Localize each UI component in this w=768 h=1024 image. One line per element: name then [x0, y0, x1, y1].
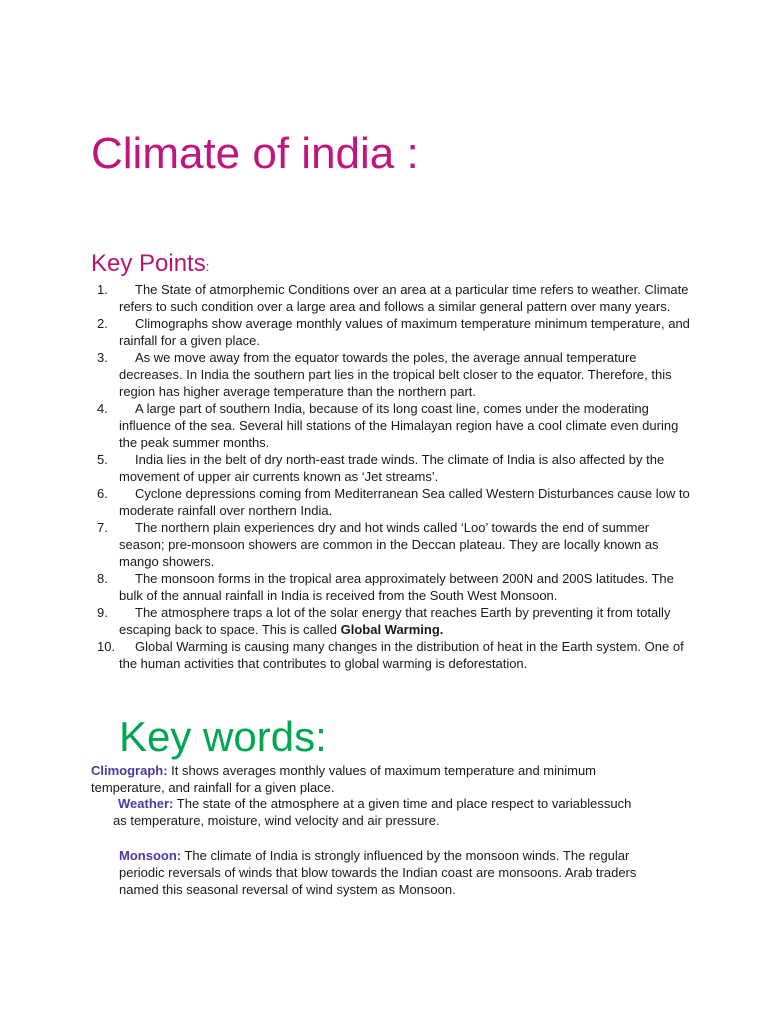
keyword-definition: It shows averages monthly values of maximum temperature and minimum temperature, and rainfall for a given place.	[91, 763, 597, 795]
keyword-term: Weather:	[118, 796, 174, 811]
key-point-bold-term: Global Warming.	[340, 622, 444, 637]
key-point-item	[91, 451, 691, 485]
keyword-monsoon	[119, 847, 649, 898]
key-point-text: Global Warming is causing many changes in the distribution of heat in the Earth system. One of the human activities that contributes to global warming is deforestation.	[119, 639, 684, 671]
key-point-number: 5.	[97, 452, 108, 467]
key-point-item	[91, 485, 691, 519]
key-point-number: 10.	[97, 639, 116, 654]
key-point-text: India lies in the belt of dry north-east trade winds. The climate of India is also affected by the movement of upper air currents known as ‘Jet streams’.	[119, 452, 665, 484]
key-point-number: 7.	[97, 520, 108, 535]
key-point-item	[91, 638, 691, 672]
key-point-item	[91, 400, 691, 451]
key-point-item	[91, 315, 691, 349]
keyword-weather	[113, 795, 633, 829]
key-points-list	[91, 281, 691, 672]
key-point-text: Climographs show average monthly values of maximum temperature minimum temperature, and rainfall for a given place.	[119, 316, 690, 348]
key-point-number: 4.	[97, 401, 108, 416]
key-point-text: The atmosphere traps a lot of the solar energy that reaches Earth by preventing it from totally escaping back to space. This is called	[119, 605, 671, 637]
key-words-heading: Key words:	[119, 713, 327, 760]
key-point-text: As we move away from the equator towards the poles, the average annual temperature decreases. In India the southern part lies in the tropical belt closer to the equator. Therefore, this region has higher average temperature than the northern part.	[119, 350, 672, 399]
keyword-definition: The climate of India is strongly influenced by the monsoon winds. The regular periodic reversals of winds that blow towards the Indian coast are monsoons. Arab traders named this seasonal reversal of wind system as Monsoon.	[119, 848, 637, 897]
keyword-climograph	[91, 762, 661, 796]
key-point-number: 8.	[97, 571, 108, 586]
key-point-text: The northern plain experiences dry and hot winds called ‘Loo’ towards the end of summer season; pre-monsoon showers are common in the Deccan plateau. They are locally known as mango showers.	[119, 520, 659, 569]
key-point-number: 9.	[97, 605, 108, 620]
key-point-number: 2.	[97, 316, 108, 331]
key-points-heading-colon: :	[205, 259, 210, 274]
key-points-heading-text: Key Points	[91, 250, 206, 277]
key-point-number: 6.	[97, 486, 108, 501]
key-point-item	[91, 570, 691, 604]
key-point-number: 3.	[97, 350, 108, 365]
key-point-number: 1.	[97, 282, 108, 297]
page-title: Climate of india :	[91, 129, 419, 178]
key-point-item	[91, 604, 691, 638]
key-point-item	[91, 349, 691, 400]
key-point-text: A large part of southern India, because of its long coast line, comes under the moderating influence of the sea. Several hill stations of the Himalayan region have a cool climate even during the peak summer months.	[119, 401, 679, 450]
keyword-definition: The state of the atmosphere at a given time and place respect to variablessuch as temperature, moisture, wind velocity and air pressure.	[113, 796, 632, 828]
keyword-term: Monsoon:	[119, 848, 182, 863]
key-point-text-wrapper	[119, 604, 691, 638]
key-point-text: The monsoon forms in the tropical area approximately between 200N and 200S latitudes. The bulk of the annual rainfall in India is received from the South West Monsoon.	[119, 571, 674, 603]
key-points-heading	[91, 250, 209, 279]
key-point-item	[91, 281, 691, 315]
key-point-item	[91, 519, 691, 570]
key-point-text: Cyclone depressions coming from Mediterranean Sea called Western Disturbances cause low to moderate rainfall over northern India.	[119, 486, 690, 518]
key-point-text: The State of atmorphemic Conditions over an area at a particular time refers to weather. Climate refers to such condition over a large area and follows a similar general pattern over many years.	[119, 282, 689, 314]
keyword-term: Climograph:	[91, 763, 168, 778]
